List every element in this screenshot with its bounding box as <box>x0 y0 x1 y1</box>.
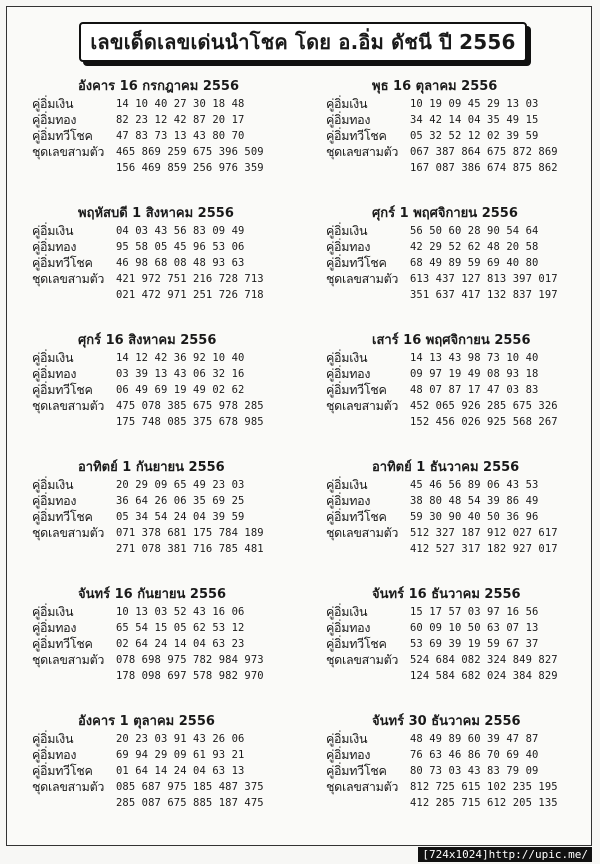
pair-gold-row <box>32 366 302 382</box>
pair-gold-row <box>326 112 596 128</box>
pair-luck-numbers: 53 69 39 19 59 67 37 <box>410 638 539 650</box>
pair-money-numbers: 10 13 03 52 43 16 06 <box>116 606 245 618</box>
pair-gold-label: คู่อิ่มทอง <box>326 239 371 254</box>
draw-block <box>326 459 596 586</box>
three-digit-set-label: ชุดเลขสามตัว <box>32 271 105 286</box>
draw-block <box>32 586 302 713</box>
draw-date: จันทร์ 16 ธันวาคม 2556 <box>372 587 521 602</box>
draw-date: จันทร์ 30 ธันวาคม 2556 <box>372 714 521 729</box>
pair-luck-row <box>326 382 596 398</box>
three-digit-set-continued-row <box>326 414 596 430</box>
three-digit-set-continued-row <box>32 541 302 557</box>
three-digit-set-continued-row <box>326 668 596 684</box>
pair-money-numbers: 14 13 43 98 73 10 40 <box>410 352 539 364</box>
three-digit-set-continued-row <box>32 668 302 684</box>
draw-block <box>32 205 302 332</box>
three-digit-set-row <box>32 398 302 414</box>
pair-gold-label: คู่อิ่มทอง <box>326 112 371 127</box>
pair-luck-numbers: 01 64 14 24 04 63 13 <box>116 765 245 777</box>
pair-money-numbers: 20 23 03 91 43 26 06 <box>116 733 245 745</box>
pair-luck-row <box>326 763 596 779</box>
three-digit-set-continued-numbers: 351 637 417 132 837 197 <box>410 289 558 301</box>
pair-gold-label: คู่อิ่มทอง <box>326 747 371 762</box>
three-digit-set-continued-numbers: 175 748 085 375 678 985 <box>116 416 264 428</box>
pair-money-row <box>326 223 596 239</box>
draw-date: พุธ 16 ตุลาคม 2556 <box>372 79 498 94</box>
draw-date: ศุกร์ 1 พฤศจิกายน 2556 <box>372 206 518 221</box>
three-digit-set-row <box>32 144 302 160</box>
pair-luck-label: คู่อิ่มทวีโชค <box>32 636 93 651</box>
pair-gold-label: คู่อิ่มทอง <box>326 620 371 635</box>
pair-gold-row <box>32 493 302 509</box>
pair-luck-row <box>32 763 302 779</box>
three-digit-set-continued-numbers: 021 472 971 251 726 718 <box>116 289 264 301</box>
pair-gold-numbers: 82 23 12 42 87 20 17 <box>116 114 245 126</box>
pair-gold-row <box>326 239 596 255</box>
draw-date: จันทร์ 16 กันยายน 2556 <box>78 587 227 602</box>
pair-money-numbers: 14 10 40 27 30 18 48 <box>116 98 245 110</box>
pair-gold-label: คู่อิ่มทอง <box>32 620 77 635</box>
pair-money-label: คู่อิ่มเงิน <box>326 731 368 746</box>
pair-luck-numbers: 68 49 89 59 69 40 80 <box>410 257 539 269</box>
three-digit-set-numbers: 613 437 127 813 397 017 <box>410 273 558 285</box>
three-digit-set-continued-numbers: 271 078 381 716 785 481 <box>116 543 264 555</box>
three-digit-set-numbers: 465 869 259 675 396 509 <box>116 146 264 158</box>
pair-luck-row <box>32 255 302 271</box>
three-digit-set-numbers: 524 684 082 324 849 827 <box>410 654 558 666</box>
pair-luck-label: คู่อิ่มทวีโชค <box>326 128 387 143</box>
pair-money-label: คู่อิ่มเงิน <box>32 731 74 746</box>
pair-money-numbers: 20 29 09 65 49 23 03 <box>116 479 245 491</box>
three-digit-set-label: ชุดเลขสามตัว <box>326 271 399 286</box>
pair-money-row <box>326 731 596 747</box>
pair-gold-label: คู่อิ่มทอง <box>32 493 77 508</box>
pair-money-row <box>326 350 596 366</box>
three-digit-set-numbers: 078 698 975 782 984 973 <box>116 654 264 666</box>
pair-luck-numbers: 05 34 54 24 04 39 59 <box>116 511 245 523</box>
three-digit-set-numbers: 452 065 926 285 675 326 <box>410 400 558 412</box>
pair-luck-label: คู่อิ่มทวีโชค <box>326 382 387 397</box>
three-digit-set-label: ชุดเลขสามตัว <box>32 525 105 540</box>
pair-luck-row <box>32 382 302 398</box>
pair-luck-label: คู่อิ่มทวีโชค <box>32 763 93 778</box>
draw-block <box>326 332 596 459</box>
three-digit-set-continued-numbers: 167 087 386 674 875 862 <box>410 162 558 174</box>
pair-money-numbers: 10 19 09 45 29 13 03 <box>410 98 539 110</box>
pair-money-label: คู่อิ่มเงิน <box>32 96 74 111</box>
three-digit-set-numbers: 067 387 864 675 872 869 <box>410 146 558 158</box>
three-digit-set-label: ชุดเลขสามตัว <box>326 144 399 159</box>
pair-gold-numbers: 38 80 48 54 39 86 49 <box>410 495 539 507</box>
three-digit-set-continued-row <box>326 287 596 303</box>
pair-money-label: คู่อิ่มเงิน <box>32 223 74 238</box>
draw-block <box>326 586 596 713</box>
pair-luck-label: คู่อิ่มทวีโชค <box>326 509 387 524</box>
draw-block <box>32 332 302 459</box>
pair-money-row <box>32 477 302 493</box>
pair-money-row <box>326 96 596 112</box>
pair-luck-numbers: 05 32 52 12 02 39 59 <box>410 130 539 142</box>
three-digit-set-continued-numbers: 285 087 675 885 187 475 <box>116 797 264 809</box>
three-digit-set-label: ชุดเลขสามตัว <box>326 652 399 667</box>
pair-money-label: คู่อิ่มเงิน <box>326 96 368 111</box>
page-title: เลขเด็ดเลขเด่นนำโชค โดย อ.อิ่ม ดัชนี ปี 2556 <box>79 22 527 62</box>
three-digit-set-numbers: 421 972 751 216 728 713 <box>116 273 264 285</box>
pair-money-numbers: 48 49 89 60 39 47 87 <box>410 733 539 745</box>
pair-luck-numbers: 48 07 87 17 47 03 83 <box>410 384 539 396</box>
draw-block <box>326 205 596 332</box>
pair-money-numbers: 45 46 56 89 06 43 53 <box>410 479 539 491</box>
pair-luck-numbers: 47 83 73 13 43 80 70 <box>116 130 245 142</box>
three-digit-set-continued-row <box>32 287 302 303</box>
three-digit-set-continued-row <box>326 541 596 557</box>
pair-gold-label: คู่อิ่มทอง <box>32 239 77 254</box>
pair-money-row <box>326 604 596 620</box>
pair-gold-numbers: 09 97 19 49 08 93 18 <box>410 368 539 380</box>
pair-luck-row <box>32 128 302 144</box>
pair-gold-row <box>32 747 302 763</box>
three-digit-set-row <box>326 779 596 795</box>
three-digit-set-row <box>326 144 596 160</box>
pair-luck-row <box>326 255 596 271</box>
pair-luck-row <box>32 636 302 652</box>
pair-gold-numbers: 36 64 26 06 35 69 25 <box>116 495 245 507</box>
draw-date: เสาร์ 16 พฤศจิกายน 2556 <box>372 333 531 348</box>
draw-date: อังคาร 1 ตุลาคม 2556 <box>78 714 215 729</box>
three-digit-set-row <box>32 525 302 541</box>
pair-luck-row <box>326 636 596 652</box>
pair-luck-label: คู่อิ่มทวีโชค <box>326 763 387 778</box>
pair-gold-label: คู่อิ่มทอง <box>32 366 77 381</box>
three-digit-set-label: ชุดเลขสามตัว <box>326 398 399 413</box>
three-digit-set-label: ชุดเลขสามตัว <box>32 779 105 794</box>
pair-gold-label: คู่อิ่มทอง <box>326 366 371 381</box>
pair-gold-numbers: 03 39 13 43 06 32 16 <box>116 368 245 380</box>
pair-money-numbers: 14 12 42 36 92 10 40 <box>116 352 245 364</box>
pair-money-numbers: 56 50 60 28 90 54 64 <box>410 225 539 237</box>
pair-luck-label: คู่อิ่มทวีโชค <box>32 128 93 143</box>
three-digit-set-row <box>32 271 302 287</box>
three-digit-set-continued-row <box>326 160 596 176</box>
pair-gold-numbers: 34 42 14 04 35 49 15 <box>410 114 539 126</box>
draw-block <box>32 78 302 205</box>
pair-gold-row <box>32 112 302 128</box>
pair-gold-row <box>326 366 596 382</box>
three-digit-set-continued-row <box>326 795 596 811</box>
pair-money-row <box>32 604 302 620</box>
pair-gold-row <box>32 620 302 636</box>
pair-luck-numbers: 06 49 69 19 49 02 62 <box>116 384 245 396</box>
pair-gold-row <box>326 493 596 509</box>
pair-gold-numbers: 65 54 15 05 62 53 12 <box>116 622 245 634</box>
pair-money-label: คู่อิ่มเงิน <box>326 477 368 492</box>
pair-gold-numbers: 42 29 52 62 48 20 58 <box>410 241 539 253</box>
pair-luck-numbers: 80 73 03 43 83 79 09 <box>410 765 539 777</box>
pair-money-label: คู่อิ่มเงิน <box>32 477 74 492</box>
draw-date: ศุกร์ 16 สิงหาคม 2556 <box>78 333 217 348</box>
pair-money-label: คู่อิ่มเงิน <box>32 604 74 619</box>
three-digit-set-label: ชุดเลขสามตัว <box>32 652 105 667</box>
pair-gold-label: คู่อิ่มทอง <box>326 493 371 508</box>
pair-money-label: คู่อิ่มเงิน <box>326 350 368 365</box>
draw-date: อาทิตย์ 1 กันยายน 2556 <box>78 460 225 475</box>
pair-gold-numbers: 76 63 46 86 70 69 40 <box>410 749 539 761</box>
pair-luck-row <box>32 509 302 525</box>
pair-luck-numbers: 02 64 24 14 04 63 23 <box>116 638 245 650</box>
pair-money-row <box>32 350 302 366</box>
three-digit-set-row <box>32 779 302 795</box>
image-host-watermark: [724x1024]http://upic.me/ <box>418 847 592 862</box>
three-digit-set-numbers: 475 078 385 675 978 285 <box>116 400 264 412</box>
three-digit-set-row <box>326 398 596 414</box>
pair-gold-label: คู่อิ่มทอง <box>32 112 77 127</box>
draw-block <box>32 459 302 586</box>
pair-gold-numbers: 69 94 29 09 61 93 21 <box>116 749 245 761</box>
pair-gold-row <box>326 747 596 763</box>
right-column <box>326 78 596 840</box>
pair-luck-label: คู่อิ่มทวีโชค <box>32 255 93 270</box>
pair-money-row <box>32 96 302 112</box>
pair-luck-numbers: 59 30 90 40 50 36 96 <box>410 511 539 523</box>
pair-gold-numbers: 60 09 10 50 63 07 13 <box>410 622 539 634</box>
pair-money-numbers: 15 17 57 03 97 16 56 <box>410 606 539 618</box>
three-digit-set-continued-numbers: 124 584 682 024 384 829 <box>410 670 558 682</box>
draw-block <box>32 713 302 840</box>
draw-date: อังคาร 16 กรกฎาคม 2556 <box>78 79 240 94</box>
three-digit-set-numbers: 085 687 975 185 487 375 <box>116 781 264 793</box>
pair-luck-label: คู่อิ่มทวีโชค <box>326 255 387 270</box>
three-digit-set-continued-numbers: 412 527 317 182 927 017 <box>410 543 558 555</box>
draw-date: อาทิตย์ 1 ธันวาคม 2556 <box>372 460 520 475</box>
three-digit-set-numbers: 512 327 187 912 027 617 <box>410 527 558 539</box>
pair-luck-row <box>326 509 596 525</box>
three-digit-set-continued-numbers: 156 469 859 256 976 359 <box>116 162 264 174</box>
pair-money-numbers: 04 03 43 56 83 09 49 <box>116 225 245 237</box>
pair-luck-row <box>326 128 596 144</box>
pair-gold-numbers: 95 58 05 45 96 53 06 <box>116 241 245 253</box>
three-digit-set-row <box>326 652 596 668</box>
draw-block <box>326 78 596 205</box>
draw-block <box>326 713 596 840</box>
left-column <box>32 78 302 840</box>
three-digit-set-continued-row <box>32 160 302 176</box>
pair-money-label: คู่อิ่มเงิน <box>326 223 368 238</box>
pair-luck-numbers: 46 98 68 08 48 93 63 <box>116 257 245 269</box>
three-digit-set-continued-numbers: 152 456 026 925 568 267 <box>410 416 558 428</box>
pair-gold-row <box>32 239 302 255</box>
pair-money-row <box>32 731 302 747</box>
three-digit-set-label: ชุดเลขสามตัว <box>326 779 399 794</box>
pair-money-label: คู่อิ่มเงิน <box>32 350 74 365</box>
pair-money-row <box>326 477 596 493</box>
pair-gold-label: คู่อิ่มทอง <box>32 747 77 762</box>
pair-luck-label: คู่อิ่มทวีโชค <box>32 382 93 397</box>
three-digit-set-label: ชุดเลขสามตัว <box>32 144 105 159</box>
pair-money-row <box>32 223 302 239</box>
three-digit-set-label: ชุดเลขสามตัว <box>326 525 399 540</box>
three-digit-set-continued-numbers: 412 285 715 612 205 135 <box>410 797 558 809</box>
pair-gold-row <box>326 620 596 636</box>
three-digit-set-continued-numbers: 178 098 697 578 982 970 <box>116 670 264 682</box>
pair-luck-label: คู่อิ่มทวีโชค <box>326 636 387 651</box>
pair-luck-label: คู่อิ่มทวีโชค <box>32 509 93 524</box>
three-digit-set-continued-row <box>32 795 302 811</box>
pair-money-label: คู่อิ่มเงิน <box>326 604 368 619</box>
draw-date: พฤหัสบดี 1 สิงหาคม 2556 <box>78 206 234 221</box>
three-digit-set-row <box>326 271 596 287</box>
three-digit-set-numbers: 071 378 681 175 784 189 <box>116 527 264 539</box>
three-digit-set-numbers: 812 725 615 102 235 195 <box>410 781 558 793</box>
three-digit-set-continued-row <box>32 414 302 430</box>
three-digit-set-row <box>326 525 596 541</box>
three-digit-set-label: ชุดเลขสามตัว <box>32 398 105 413</box>
three-digit-set-row <box>32 652 302 668</box>
